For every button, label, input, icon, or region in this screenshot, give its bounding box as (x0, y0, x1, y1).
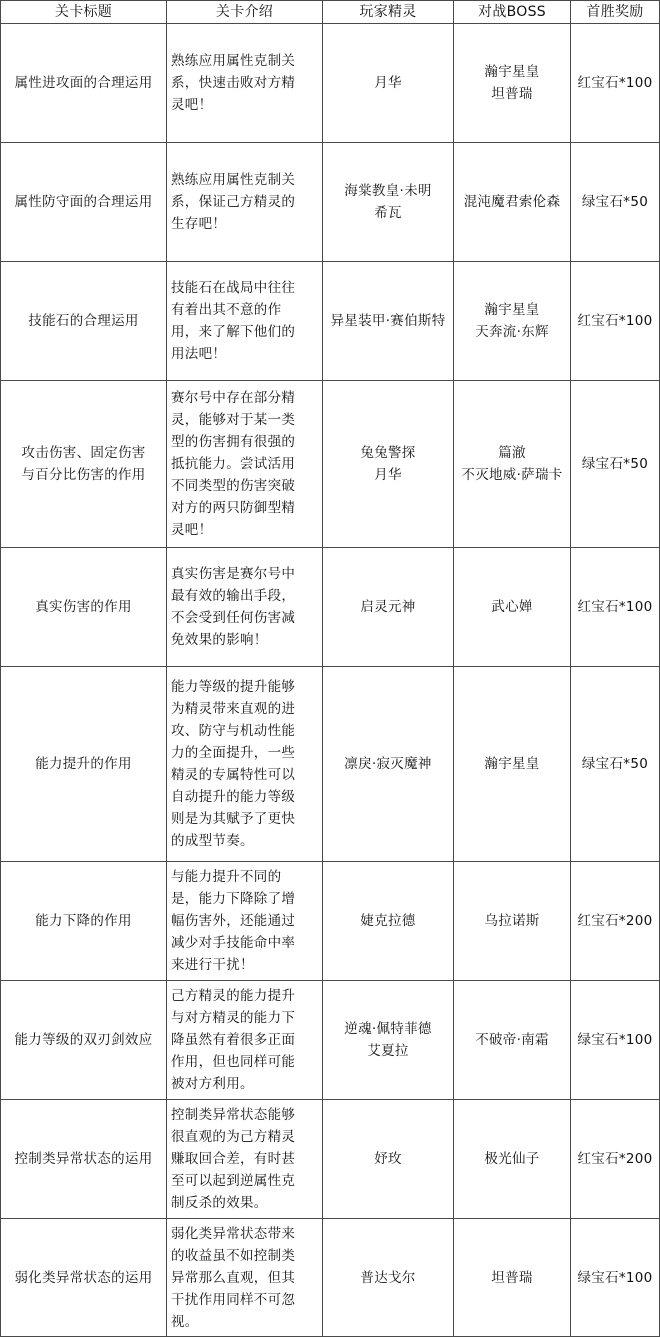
table-row (1, 667, 660, 862)
level-title: 能力等级的双刃剑效应 (1, 981, 167, 1100)
player-spirit: 兔兔警探 月华 (323, 381, 454, 548)
reward: 绿宝石*100 (571, 1219, 660, 1337)
player-spirit: 婕克拉德 (323, 862, 454, 981)
boss-name: 混沌魔君索伦森 (454, 143, 571, 262)
level-intro: 熟练应用属性克制关 系，保证己方精灵的 生存吧！ (167, 143, 323, 262)
level-intro: 己方精灵的能力提升 与对方精灵的能力下 降虽然有着很多正面 作用，但也同样可能 被对方利用。 (167, 981, 323, 1100)
level-intro: 能力等级的提升能够 为精灵带来直观的进 攻、防守与机动性能 力的全面提升，一些 精灵的专属特性可以 自动提升的能力等级 则是为其赋予了更快 的成型节奏。 (167, 667, 323, 862)
boss-name: 瀚宇星皇 天奔流·东辉 (454, 262, 571, 381)
reward: 绿宝石*50 (571, 667, 660, 862)
header-first-win-reward: 首胜奖励 (571, 1, 660, 24)
table-row (1, 143, 660, 262)
player-spirit: 逆魂·佩特菲德 艾夏拉 (323, 981, 454, 1100)
table-row (1, 24, 660, 143)
level-title: 能力下降的作用 (1, 862, 167, 981)
player-spirit: 异星装甲·赛伯斯特 (323, 262, 454, 381)
table-row (1, 1219, 660, 1337)
player-spirit: 海棠教皇·未明 希瓦 (323, 143, 454, 262)
header-player-spirit: 玩家精灵 (323, 1, 454, 24)
table-row (1, 262, 660, 381)
level-intro: 与能力提升不同的 是，能力下降除了增 幅伤害外，还能通过 减少对手技能命中率 来进行干扰！ (167, 862, 323, 981)
reward: 红宝石*200 (571, 862, 660, 981)
boss-name: 篇澈 不灭地威·萨瑞卡 (454, 381, 571, 548)
player-spirit: 普达戈尔 (323, 1219, 454, 1337)
level-intro: 熟练应用属性克制关 系，快速击败对方精 灵吧！ (167, 24, 323, 143)
boss-name: 瀚宇星皇 (454, 667, 571, 862)
boss-name: 乌拉诺斯 (454, 862, 571, 981)
player-spirit: 凛戾·寂灭魔神 (323, 667, 454, 862)
level-intro: 赛尔号中存在部分精 灵，能够对于某一类 型的伤害拥有很强的 抵抗能力。尝试活用 不同类型的伤害突破 对方的两只防御型精 灵吧！ (167, 381, 323, 548)
player-spirit: 月华 (323, 24, 454, 143)
table-row (1, 381, 660, 548)
boss-name: 极光仙子 (454, 1100, 571, 1219)
boss-name: 不破帝·南霜 (454, 981, 571, 1100)
level-title: 控制类异常状态的运用 (1, 1100, 167, 1219)
level-title: 技能石的合理运用 (1, 262, 167, 381)
table-row (1, 862, 660, 981)
reward: 红宝石*200 (571, 1100, 660, 1219)
reward: 绿宝石*50 (571, 143, 660, 262)
level-title: 弱化类异常状态的运用 (1, 1219, 167, 1337)
reward: 绿宝石*50 (571, 381, 660, 548)
player-spirit: 妤玫 (323, 1100, 454, 1219)
level-intro: 真实伤害是赛尔号中 最有效的输出手段， 不会受到任何伤害减 免效果的影响！ (167, 548, 323, 667)
header-level-intro: 关卡介绍 (167, 1, 323, 24)
boss-name: 瀚宇星皇 坦普瑞 (454, 24, 571, 143)
table-header-row (1, 1, 660, 24)
boss-name: 坦普瑞 (454, 1219, 571, 1337)
table-row (1, 548, 660, 667)
header-level-title: 关卡标题 (1, 1, 167, 24)
level-intro: 控制类异常状态能够 很直观的为己方精灵 赚取回合差，有时甚 至可以起到逆属性克 制反杀的效果。 (167, 1100, 323, 1219)
player-spirit: 启灵元神 (323, 548, 454, 667)
reward: 红宝石*100 (571, 24, 660, 143)
level-title: 属性防守面的合理运用 (1, 143, 167, 262)
level-title: 真实伤害的作用 (1, 548, 167, 667)
header-boss: 对战BOSS (454, 1, 571, 24)
level-title: 能力提升的作用 (1, 667, 167, 862)
level-intro: 技能石在战局中往往 有着出其不意的作 用，来了解下他们的 用法吧！ (167, 262, 323, 381)
level-title: 攻击伤害、固定伤害 与百分比伤害的作用 (1, 381, 167, 548)
level-title: 属性进攻面的合理运用 (1, 24, 167, 143)
reward: 红宝石*100 (571, 262, 660, 381)
table-row (1, 1100, 660, 1219)
boss-name: 武心婵 (454, 548, 571, 667)
table-row (1, 981, 660, 1100)
reward: 红宝石*100 (571, 548, 660, 667)
reward: 绿宝石*100 (571, 981, 660, 1100)
level-intro: 弱化类异常状态带来 的收益虽不如控制类 异常那么直观，但其 干扰作用同样不可忽 视。 (167, 1219, 323, 1337)
